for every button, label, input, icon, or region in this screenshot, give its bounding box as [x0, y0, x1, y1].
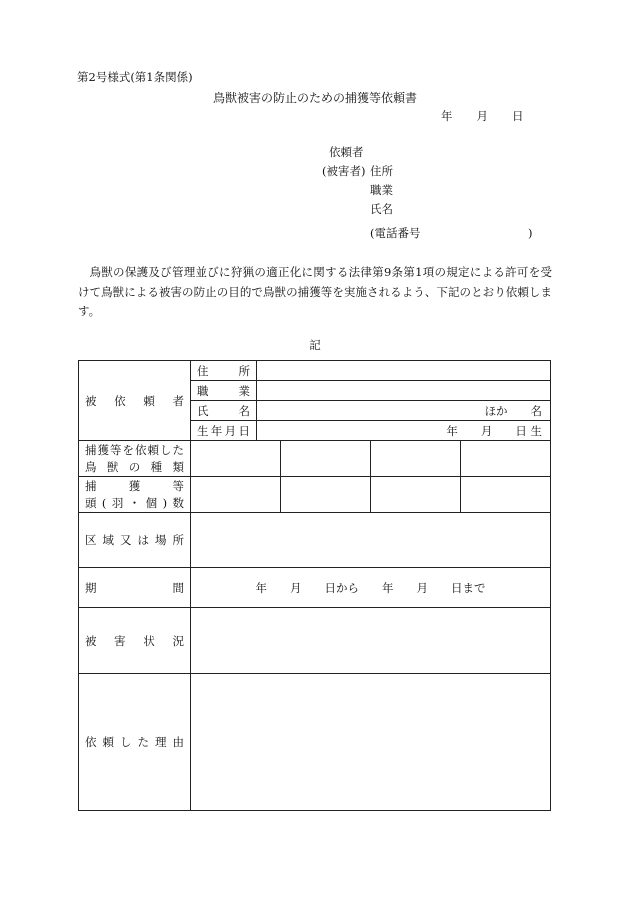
reason-label: 依頼した理由	[79, 674, 191, 811]
requestee-birth-note: 年 月 日 生	[446, 423, 543, 438]
count-label-line-2: 頭(羽・個)数	[85, 495, 184, 510]
species-cell-3[interactable]	[371, 441, 461, 477]
damage-label: 被 害 状 況	[79, 608, 191, 674]
requester-phone-close: )	[528, 226, 533, 240]
ki-heading: 記	[309, 338, 321, 352]
damage-field[interactable]	[191, 608, 551, 674]
requestee-name-label: 氏 名	[191, 401, 257, 421]
period-field[interactable]	[191, 568, 551, 608]
requestee-label: 被 依 頼 者	[79, 361, 191, 441]
date-line	[441, 111, 524, 123]
date-day: 日	[512, 109, 524, 123]
requestee-name-field[interactable]	[257, 401, 551, 421]
requestee-address-label: 住 所	[191, 361, 257, 381]
requestee-occupation-field[interactable]	[257, 381, 551, 401]
requester-address-label: 住所	[370, 164, 393, 178]
species-cell-2[interactable]	[281, 441, 371, 477]
area-label: 区域又は場所	[79, 513, 191, 568]
requester-phone-label: (電話番号	[370, 226, 421, 240]
document-title: 鳥獣被害の防止のための捕獲等依頼書	[212, 91, 417, 105]
requestee-occupation-label: 職 業	[191, 381, 257, 401]
request-body-text: 鳥獣の保護及び管理並びに狩猟の適正化に関する法律第9条第1項の規定による許可を受けて鳥獣による被害の防止の目的で鳥獣の捕獲等を実施されるよう、下記のとおり依頼します。	[78, 265, 552, 318]
species-label-line-1: 捕獲等を依頼した	[85, 442, 184, 457]
count-cell-4[interactable]	[461, 477, 551, 513]
requestee-name-note: ほか 名	[484, 403, 543, 418]
species-cell-4[interactable]	[461, 441, 551, 477]
period-label: 期 間	[79, 568, 191, 608]
species-label	[79, 441, 191, 477]
date-year: 年	[441, 109, 453, 123]
requestee-birth-field[interactable]	[257, 421, 551, 441]
species-label-line-2: 鳥 獣 の 種 類	[85, 459, 184, 474]
date-month: 月	[476, 109, 488, 123]
species-cell-1[interactable]	[191, 441, 281, 477]
requestee-address-field[interactable]	[257, 361, 551, 381]
count-cell-3[interactable]	[371, 477, 461, 513]
count-cell-2[interactable]	[281, 477, 371, 513]
period-value: 年 月 日から 年 月 日まで	[255, 580, 486, 595]
area-field[interactable]	[191, 513, 551, 568]
requester-name-label: 氏名	[370, 202, 393, 216]
form-number: 第2号様式(第1条関係)	[77, 70, 193, 84]
requester-label: 依頼者	[329, 145, 364, 159]
request-form-table	[78, 360, 551, 811]
requester-occupation-label: 職業	[370, 183, 393, 197]
count-cell-1[interactable]	[191, 477, 281, 513]
requester-sub-label: (被害者)	[322, 164, 366, 178]
requestee-birth-label: 生年月日	[191, 421, 257, 441]
count-label-line-1: 捕 獲 等	[85, 478, 184, 493]
reason-field[interactable]	[191, 674, 551, 811]
count-label	[79, 477, 191, 513]
